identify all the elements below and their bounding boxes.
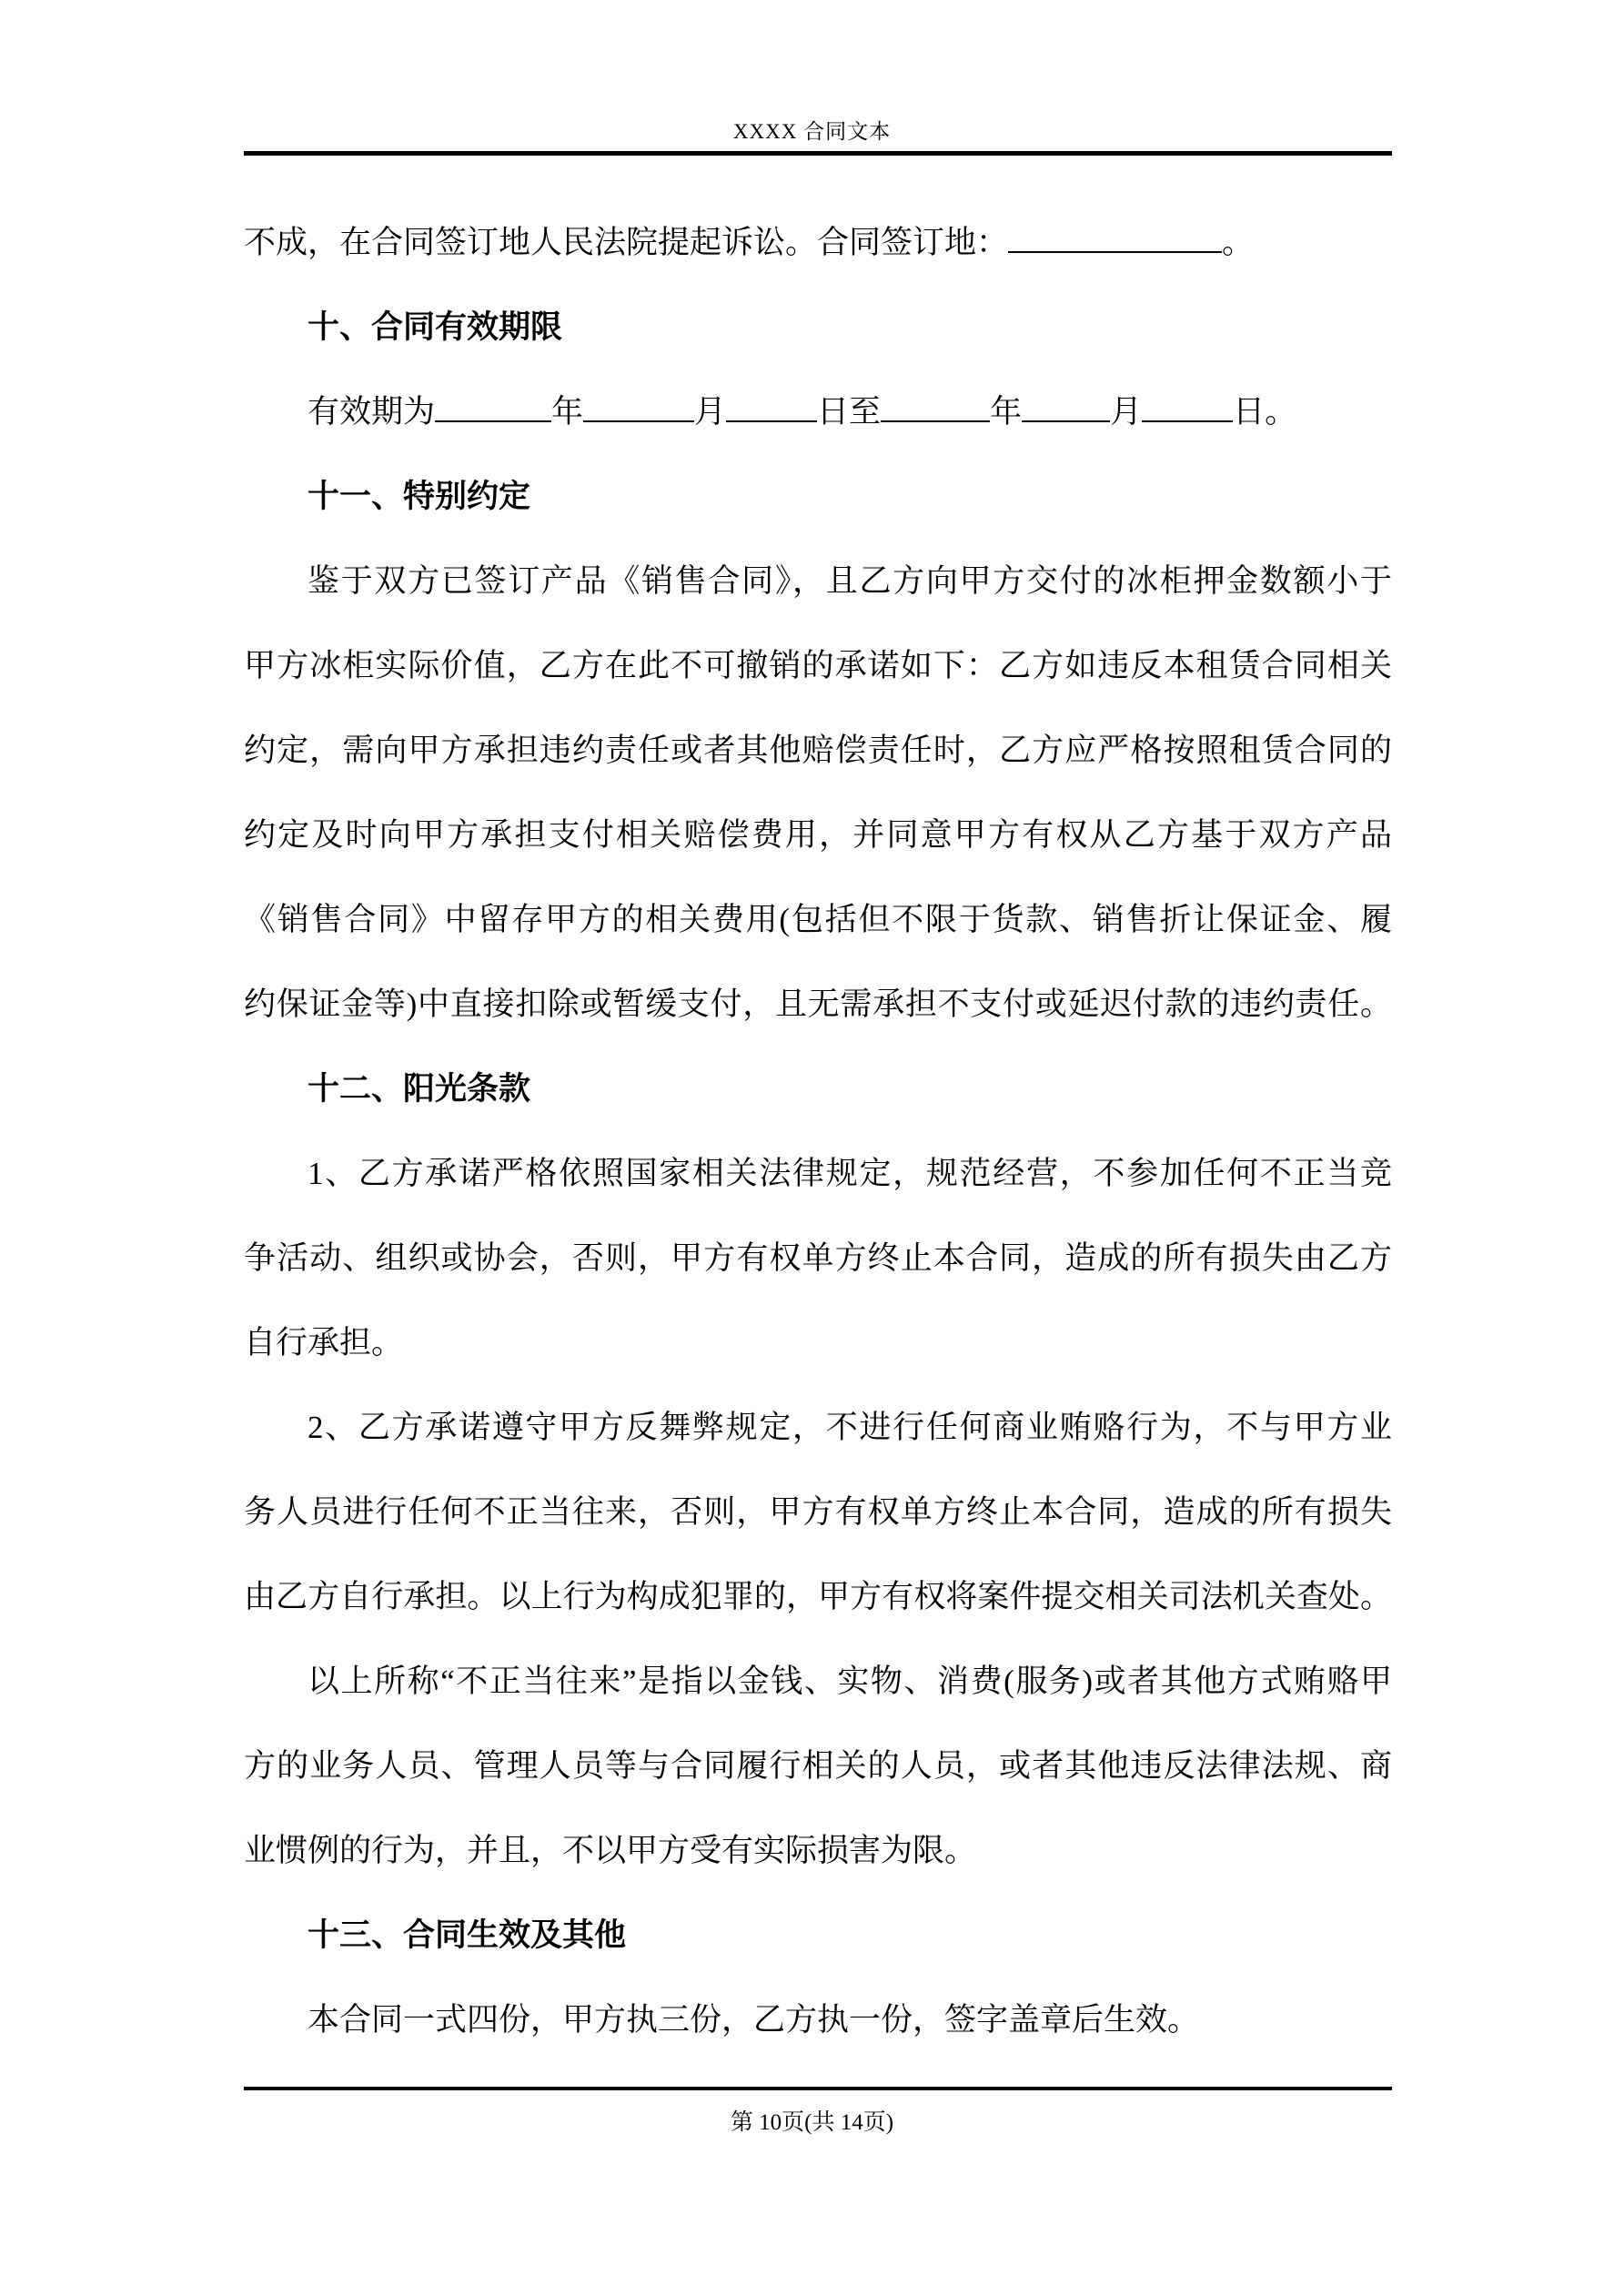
document-line: 以上所称“不正当往来”是指以金钱、实物、消费(服务)或者其他方式贿赂甲 <box>308 1664 1392 1699</box>
section-heading: 十三、合同生效及其他 <box>308 1917 627 1953</box>
blank-underline <box>583 389 694 422</box>
document-line: 甲方冰柜实际价值，乙方在此不可撤销的承诺如下：乙方如违反本租赁合同相关 <box>244 648 1392 683</box>
document-body <box>244 200 1392 2062</box>
document-line: 争活动、组织或协会，否则，甲方有权单方终止本合同，造成的所有损失由乙方 <box>244 1240 1392 1276</box>
document-line: 不成，在合同签订地人民法院提起诉讼。合同签订地： 。 <box>244 200 1392 285</box>
blank-underline <box>881 389 990 422</box>
header-rule <box>244 151 1392 156</box>
document-line: 务人员进行任何不正当往来，否则，甲方有权单方终止本合同，造成的所有损失 <box>244 1494 1392 1530</box>
document-line: 约保证金等)中直接扣除或暂缓支付，且无需承担不支付或延迟付款的违约责任。 <box>244 986 1392 1022</box>
document-line: 《销售合同》中留存甲方的相关费用(包括但不限于货款、销售折让保证金、履 <box>244 902 1392 937</box>
section-heading: 十、合同有效期限 <box>308 309 563 345</box>
blank-underline <box>1008 220 1222 253</box>
document-line: 有效期为 年 月 日至 年 月 日。 <box>244 369 1392 454</box>
blank-underline <box>1022 389 1110 422</box>
document-line: 1、乙方承诺严格依照国家相关法律规定，规范经营，不参加任何不正当竞 <box>308 1156 1392 1191</box>
page-number: 第 10页(共 14页) <box>730 2110 894 2135</box>
footer-rule <box>244 2087 1392 2090</box>
section-heading: 十二、阳光条款 <box>308 1071 531 1107</box>
document-line: 约定及时向甲方承担支付相关赔偿费用，并同意甲方有权从乙方基于双方产品 <box>244 817 1392 853</box>
document-line: 业惯例的行为，并且，不以甲方受有实际损害为限。 <box>244 1833 977 1868</box>
document-line: 约定，需向甲方承担违约责任或者其他赔偿责任时，乙方应严格按照租赁合同的 <box>244 733 1392 768</box>
blank-underline <box>1142 389 1233 422</box>
section-heading: 十一、特别约定 <box>308 479 531 514</box>
document-header-title: XXXX 合同文本 <box>732 120 892 143</box>
document-line: 本合同一式四份，甲方执三份，乙方执一份，签字盖章后生效。 <box>308 2002 1200 2038</box>
document-line: 2、乙方承诺遵守甲方反舞弊规定，不进行任何商业贿赂行为，不与甲方业 <box>308 1410 1392 1445</box>
blank-underline <box>726 389 817 422</box>
document-line: 鉴于双方已签订产品《销售合同》，且乙方向甲方交付的冰柜押金数额小于 <box>308 563 1392 599</box>
blank-underline <box>435 389 551 422</box>
document-line: 由乙方自行承担。以上行为构成犯罪的，甲方有权将案件提交相关司法机关查处。 <box>244 1579 1392 1614</box>
document-line: 方的业务人员、管理人员等与合同履行相关的人员，或者其他违反法律法规、商 <box>244 1748 1392 1784</box>
document-line: 自行承担。 <box>244 1325 404 1360</box>
